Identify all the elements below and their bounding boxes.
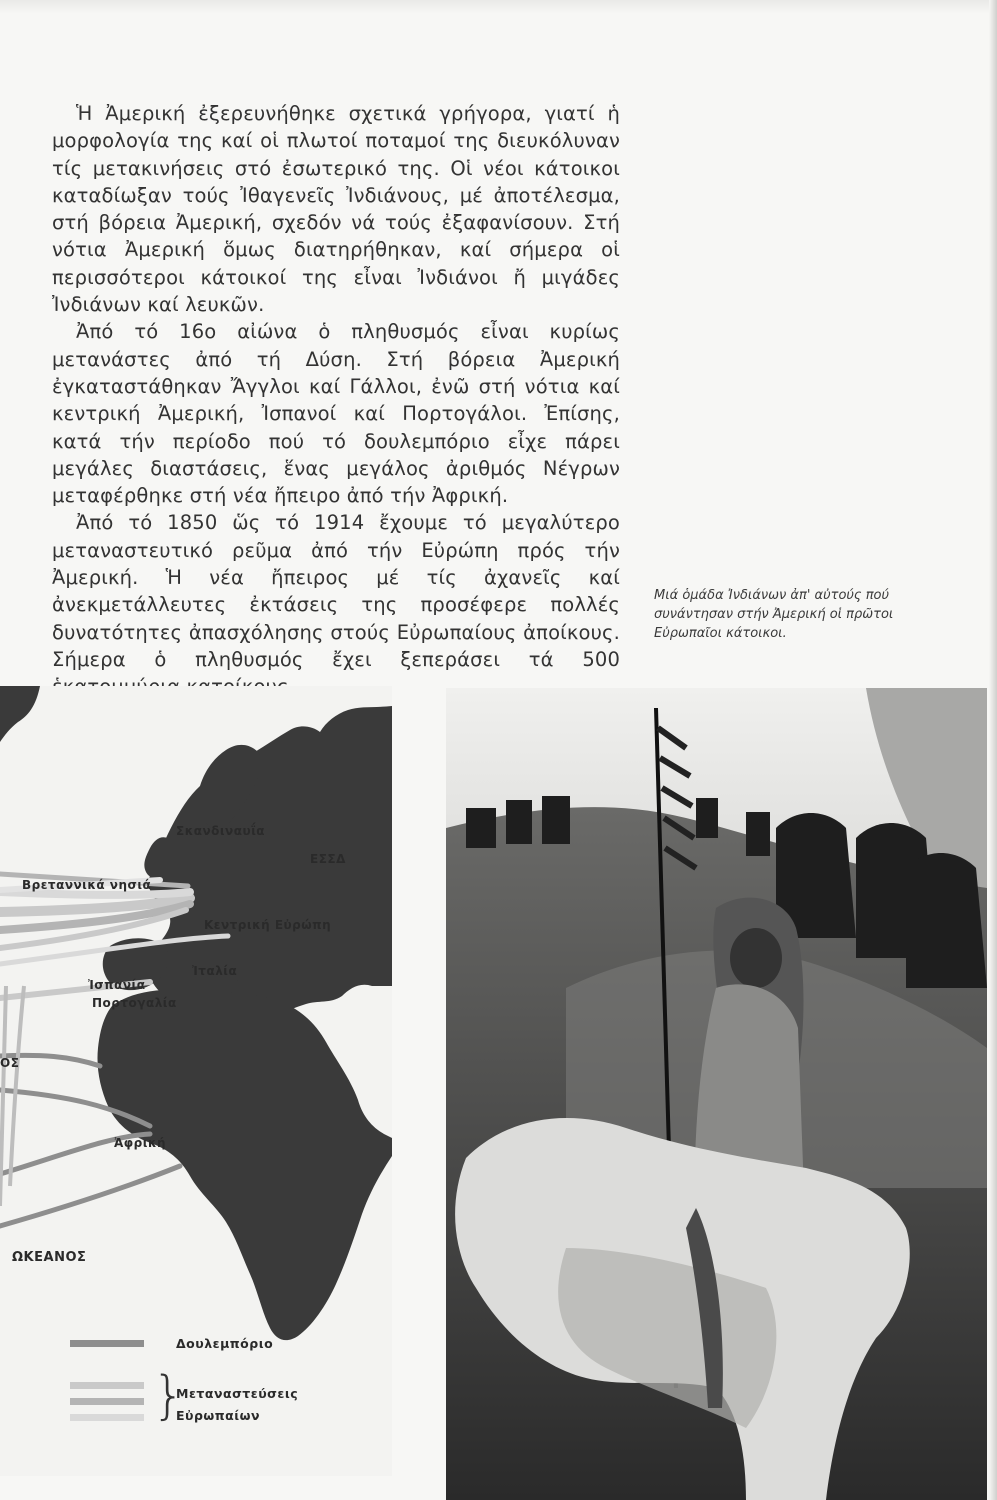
photo-caption: Μιά ὁμάδα Ἰνδιάνων ἀπ' αὐτούς πού συνάντησαν στήν Ἀμερική οἱ πρῶτοι Εὐρωπαῖοι κάτοικοι.: [654, 588, 894, 641]
label-italy: Ἰταλία: [192, 964, 238, 978]
page-right-edge: [989, 0, 997, 1500]
americas-coast-fragment: [0, 686, 40, 742]
paragraph-2: Ἀπό τό 16ο αἰώνα ὁ πληθυσμός εἶναι κυρίως μετανάστες ἀπό τή Δύση. Στή βόρεια Ἀμερική ἐγκαταστάθηκαν Ἄγγλοι καί Γάλλοι, ἐνῶ στή νότια καί κεντρική Ἀμερική, Ἰσπανοί καί Πορτογάλοι. Ἐπίσης, κατά τήν περίοδο πού τό δουλεμπόριο εἶχε πάρει μεγάλες διαστάσεις, ἕνας μεγάλος ἀριθμός Νέγρων μεταφέρθηκε στή νέα ἤπειρο ἀπό τήν Ἀφρική.: [52, 320, 620, 508]
label-central-europe: Κεντρική Εὐρώπη: [204, 918, 332, 932]
migration-map: [0, 686, 392, 1476]
label-portugal: Πορτογαλία: [92, 996, 177, 1010]
africa-landmass: [97, 990, 392, 1341]
page-top-edge: [0, 0, 997, 14]
legend-swatch-migration-3: [70, 1414, 144, 1421]
rider-head: [730, 928, 782, 988]
photo-drawing: [446, 688, 987, 1500]
paragraph-3: Ἀπό τό 1850 ὥς τό 1914 ἔχουμε τό μεγαλύτερο μεταναστευτικό ρεῦμα ἀπό τήν Εὐρώπη πρός τήν Ἀμερική. Ἡ νέα ἤπειρος μέ τίς ἀχανεῖς καί ἀνεκμετάλλευτες ἐκτάσεις της προσέφερε πολλές δυνατότητες ἀπασχόλησης στούς Εὐρωπαίους ἀποίκους. Σήμερα ὁ πληθυσμός ἔχει ξεπεράσει τά 500: [52, 511, 620, 671]
legend-swatch-slave-trade: [70, 1340, 144, 1347]
label-britain: Βρεταννικά νησιά: [22, 878, 152, 892]
label-ussr: ΕΣΣΔ: [310, 852, 346, 866]
main-text: [52, 100, 620, 701]
europe-landmass: [148, 706, 392, 1018]
legend-slave-trade: Δουλεμπόριο: [176, 1336, 274, 1351]
legend-swatch-migration-2: [70, 1398, 144, 1405]
indians-photo: [446, 688, 987, 1500]
paragraph-1: Ἡ Ἀμερική ἐξερευνήθηκε σχετικά γρήγορα, γιατί ἡ μορφολογία της καί οἱ πλωτοί ποταμοί της διευκόλυναν τίς μετακινήσεις στό ἐσωτερικό της. Οἱ νέοι κάτοικοι καταδίωξαν τούς Ἰθαγενεῖς Ἰνδιάνους, μέ ἀποτέλεσμα, στή βόρεια Ἀμερική, σχεδόν νά τούς ἐξαφανίσουν. Στή νότια Ἀμερική ὅμως διατηρήθηκαν, καί σήμερα οἱ περισσότεροι κάτοικοί της εἶναι Ἰνδιάνοι ἤ μιγάδες Ἰνδιάνων καί λευκῶν.: [52, 102, 620, 317]
label-scandinavia: Σκανδιναυΐα: [176, 824, 266, 838]
label-spain: Ἰσπανία: [88, 978, 146, 992]
legend-migrations-line1: Μεταναστεύσεις: [176, 1386, 299, 1401]
legend-migrations-line2: Εὐρωπαίων: [176, 1408, 261, 1423]
legend-swatch-migration-1: [70, 1382, 144, 1389]
label-ocean: ΩΚΕΑΝΟΣ: [12, 1250, 87, 1265]
map-drawing: [0, 686, 392, 1476]
label-ocean-fragment: ΟΣ: [0, 1056, 20, 1070]
legend-brace: }: [152, 1366, 186, 1426]
label-africa: Ἀφρική: [114, 1136, 167, 1150]
